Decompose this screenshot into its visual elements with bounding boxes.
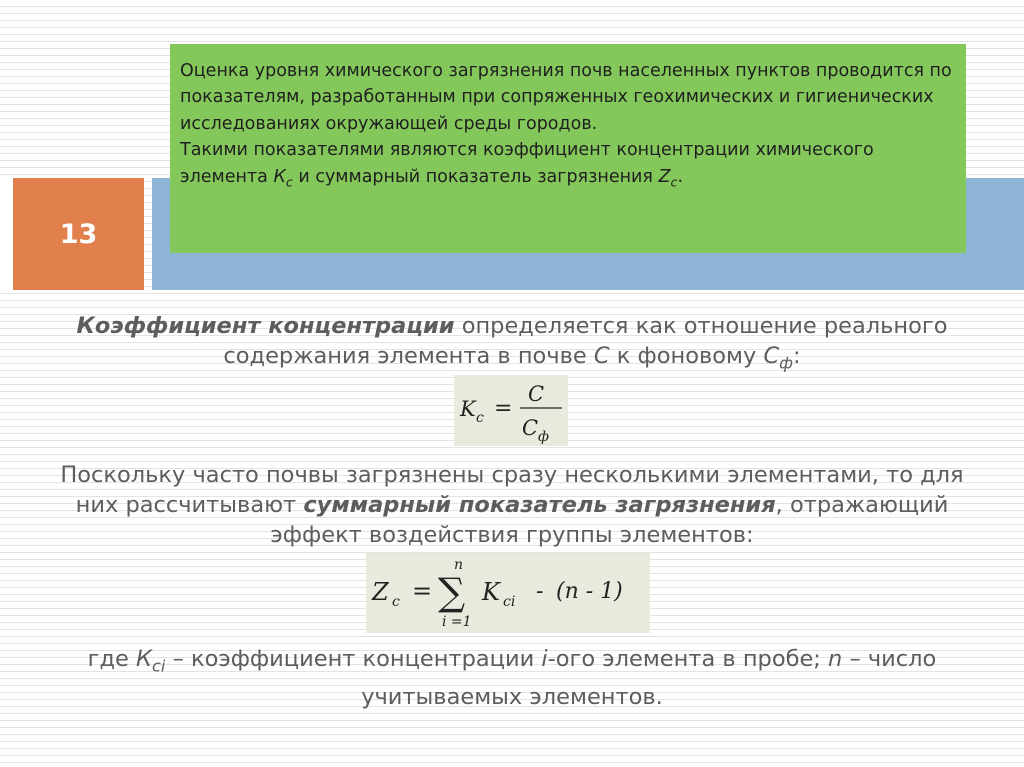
n-variable: n [828, 646, 843, 672]
formula-denominator: C [522, 416, 539, 440]
intro-text: . [677, 166, 684, 187]
intro-text: Такими показателями являются коэффициент концентрации химического элемента [180, 140, 874, 187]
bold-term: Коэффициент концентрации [76, 313, 455, 339]
formula-equals: = [494, 396, 513, 421]
cf-symbol [763, 343, 793, 373]
kc-symbol [273, 166, 293, 190]
intro-box [170, 44, 966, 253]
bold-term: суммарный показатель загрязнения [303, 492, 776, 518]
formula-denominator-sub: ф [538, 429, 549, 445]
cf-sub: ф [779, 353, 793, 373]
kci-sub: ci [152, 656, 166, 676]
formula-minus: - [536, 579, 544, 604]
intro-paragraph-2 [180, 137, 952, 191]
body-text: определяется как отношение реального содержания элемента в почве [223, 313, 948, 369]
sum-upper-limit: n [454, 557, 464, 573]
formula-zc-svg [366, 553, 650, 633]
formula-lhs: K [460, 397, 476, 421]
definitions-paragraph [40, 644, 984, 712]
body-text: , отражающий эффект воздействия группы элементов: [270, 492, 949, 548]
formula-numerator: C [528, 382, 545, 406]
body-text: Поскольку часто почвы загрязнены сразу несколькими элементами, то для них рассчитывают [60, 462, 964, 518]
formula-lhs: Z [372, 578, 389, 606]
body-text: -ого элемента в пробе; [547, 646, 829, 672]
formula-equals: = [412, 577, 433, 605]
concentration-definition [40, 311, 984, 379]
sum-term: K [482, 578, 500, 606]
zc-symbol [658, 166, 678, 190]
kci-base: К [136, 646, 153, 672]
zc-base: Z [658, 166, 671, 187]
formula-paren-term: (n - 1) [556, 579, 623, 604]
body-text: – число учитываемых элементов. [361, 646, 937, 710]
body-text: где [87, 646, 137, 672]
body-text: к фоновому [609, 343, 764, 369]
kc-base: К [273, 166, 286, 187]
formula-kc-svg [454, 375, 568, 446]
sum-sign: ∑ [438, 570, 466, 614]
formula-zc [366, 553, 650, 633]
formula-lhs-sub: c [392, 594, 400, 610]
intro-text: и суммарный показатель загрязнения [292, 166, 659, 187]
intro-paragraph-1: Оценка уровня химического загрязнения почв населенных пунктов проводится по показателям, разработанным при сопряженных геохимических и гигиенических исследованиях окружающей среды городов. [180, 61, 952, 134]
formula-kc [454, 375, 568, 446]
slide-number: 13 [59, 218, 98, 250]
body-text: – коэффициент концентрации [165, 646, 542, 672]
sum-indicator-paragraph [40, 460, 984, 550]
sum-term-sub: ci [503, 594, 516, 610]
zc-sub: с [670, 174, 678, 190]
formula-lhs-sub: c [476, 410, 484, 426]
slide-number-box [13, 178, 144, 290]
c-variable: С [593, 343, 610, 369]
kci-symbol [136, 646, 166, 676]
sum-lower-limit: i =1 [442, 614, 472, 630]
cf-base: С [763, 343, 780, 369]
kc-sub: с [285, 174, 293, 190]
i-variable: i [541, 646, 548, 672]
body-text: : [793, 343, 801, 369]
